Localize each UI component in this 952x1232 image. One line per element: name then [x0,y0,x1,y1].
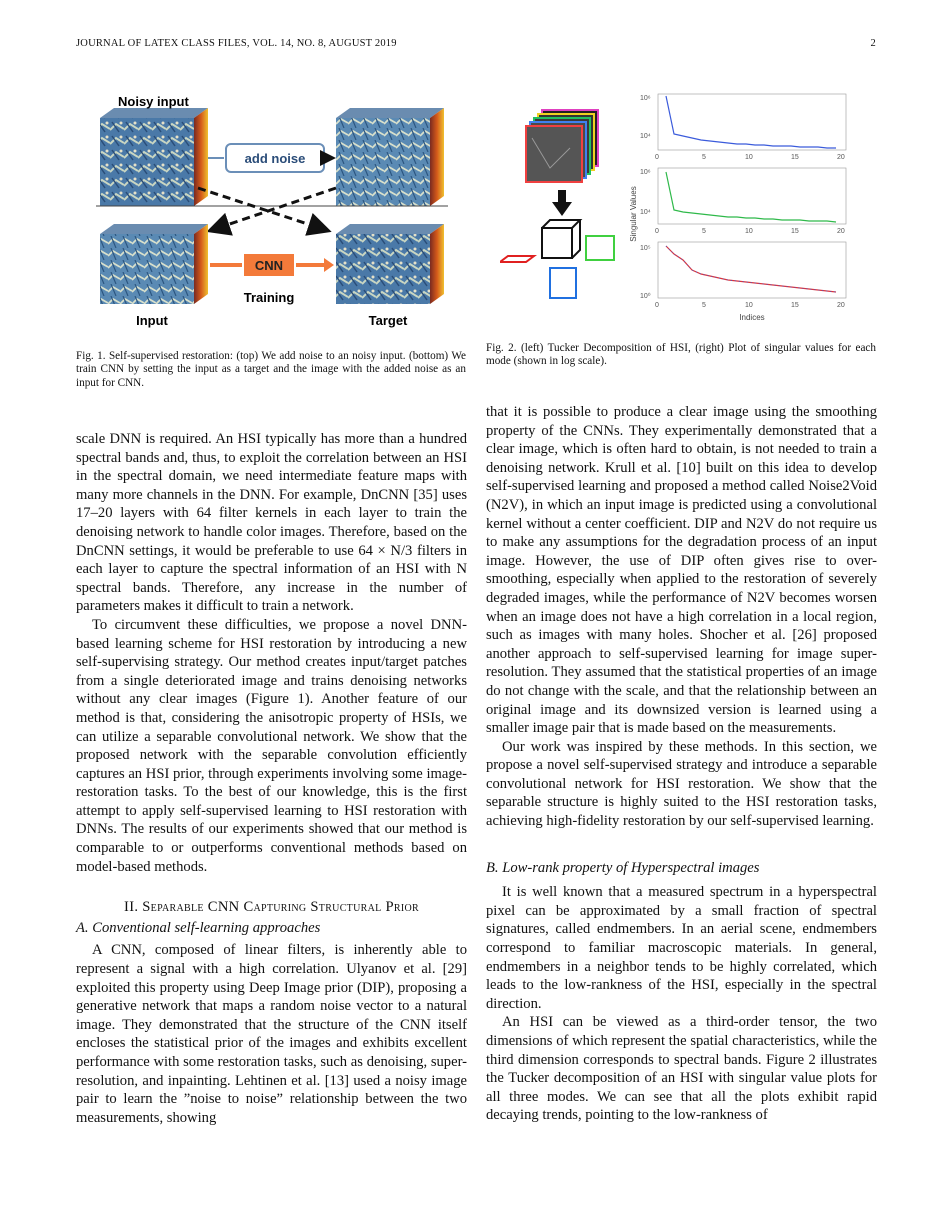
plot1-xtick-0: 0 [655,154,659,161]
plot1-xtick-5: 5 [702,154,706,161]
singular-value-plot-mode-3 [640,242,846,309]
factor-matrix-2 [586,236,614,260]
paragraph: scale DNN is required. An HSI typically has more than a hundred spectral bands and, thus, to exploit the correlation between an HSI in the spectral domain, we need intermediate feature maps with many more channels in the DNN. For example, DnCNN [35] uses 17–20 layers with 64 filter kernels in each layer to train the denoising network to handle color images. Therefore, based on the DnCNN settings, it would be preferable to use 64 × N/3 filters in each layer to capture the spectral information of an HSI with N spectral bands. Therefore, any increase in the number of parameters makes it difficult to train a network. [76,431,467,615]
singular-value-plot-mode-2 [640,168,846,235]
plot3-xtick-15: 15 [791,302,799,309]
x-axis-label: Indices [739,313,765,322]
plot2-xtick-20: 20 [837,228,845,235]
plot3-xtick-10: 10 [745,302,753,309]
figure-1-caption: Fig. 1. Self-supervised restoration: (top) We add noise to an noisy input. (bottom) We train CNN by setting the input as a target and the image with the added noise as an input for CNN. [76,350,466,389]
plot3-xtick-5: 5 [702,302,706,309]
right-column [486,403,877,1125]
factor-matrix-1 [500,256,534,262]
input-label: Input [136,313,168,328]
core-tensor-icon [542,220,580,258]
plot1-xtick-20: 20 [837,154,845,161]
plot2-xtick-10: 10 [745,228,753,235]
cnn-label: CNN [254,258,284,273]
plot3-ytick-bottom: 10⁰ [640,293,651,300]
singular-value-plot-mode-1 [640,94,846,161]
subsection-title: A. Conventional self-learning approaches [76,919,321,936]
paragraph: A CNN, composed of linear filters, is inherently able to represent a signal with a high correlation. Ulyanov et al. [29] exploited this property using Deep Image prior (DIP), proposing a generative network that maps a random noise vector to a natural image. They demonstrated that the structure of the CNN itself encloses the statistical prior of the images and exhibits excellent performance with some restoration tasks, such as denoising, super-resolution, and inpainting. Lehtinen et al. [13] used a noisy image pair to learn the ”noise to noise” relationship between the two measurements, showing [76,942,467,1126]
y-axis-label: Singular Values [629,186,638,242]
page-number: 2 [870,38,876,49]
noisy-input-label: Noisy input [118,94,189,109]
add-noise-label: add noise [244,151,306,166]
target-cube [336,224,444,304]
plot2-ytick-bottom: 10⁴ [640,209,651,216]
paragraph: Our work was inspired by these methods. In this section, we propose a novel self-supervised strategy and introduce a separable convolutional network for HSI restoration. We show that the separable structure is highly suited to the HSI restoration tasks, achieving high-fidelity restoration by our self-supervised learning. [486,738,877,830]
subsection-title: B. Low-rank property of Hyperspectral images [486,859,760,876]
section-title: II. Separable CNN Capturing Structural Prior [124,899,419,916]
input-cube [100,224,208,304]
paragraph: An HSI can be viewed as a third-order tensor, the two dimensions of which represent the spatial characteristics, while the third dimension corresponds to spectral bands. Figure 2 illustrates the Tucker decomposition of an HSI with singular value plots for all three modes. We can see that all the plots exhibit rapid decaying trends, pointing to the low-rankness of [486,1014,877,1124]
plot2-xtick-0: 0 [655,228,659,235]
cross-arrow-2 [212,188,336,230]
tensor-slices [526,110,598,182]
target-label: Target [368,313,408,328]
factor-matrix-3 [550,268,576,298]
noisy-target-cube [336,108,444,206]
plot2-xtick-15: 15 [791,228,799,235]
left-column [76,430,467,1127]
paragraph: To circumvent these difficulties, we propose a novel DNN-based learning scheme for HSI restoration by introducing a new self-supervising strategy. Our method creates input/target patches from a single deteriorated image and trains denoising networks without any clear images (Figure 1). Another feature of our method is that, considering the anisotropic property of HSIs, we can utilize a separable convolutional network. We show that the proposed network with the separable convolution efficiently captures an HSI prior, through experiments involving some image-restoration tasks. To the best of our knowledge, this is the first attempt to apply self-supervised learning to HSI restoration with DNNs. The results of our experiments showed that our method is comparable to or outperforms conventional methods based on model-based methods. [76,616,467,875]
noisy-input-cube [100,108,208,206]
figure-2-caption: Fig. 2. (left) Tucker Decomposition of HSI, (right) Plot of singular values for each mode (shown in log scale). [486,342,876,368]
plot3-xtick-0: 0 [655,302,659,309]
paragraph: that it is possible to produce a clear image using the smoothing property of the CNNs. They experimentally demonstrated that a clear image, which is often hard to obtain, is not needed to train a denoising network. Krull et al. [10] built on this idea to develop self-supervised learning and proposed a method called Noise2Void (N2V), in which an input image is predicted using a convolutional kernel without a center coefficient. DIP and N2V do not require us to make any assumptions for the degradation process of an input image. However, the use of DIP often gives rise to over-smoothing, especially when applied to the restoration of severely degraded images, while the performance of N2V becomes worsen when an image does not have a high correlation in a local region, such as images with many holes. Shocher et al. [26] proposed another approach to self-supervised learning for image super-resolution. They assumed that the statistical properties of an image do not change with the scale, and that the relationship between an original image and its downsized version is learned using a smaller image pair that is made based on the measurements. [486,404,877,737]
figure-1 [96,92,448,336]
plot3-xtick-20: 20 [837,302,845,309]
plot3-ytick-top: 10⁵ [640,245,651,252]
plot1-xtick-15: 15 [791,154,799,161]
plot2-xtick-5: 5 [702,228,706,235]
plot1-ytick-bottom: 10⁴ [640,133,651,140]
paragraph: It is well known that a measured spectrum in a hyperspectral pixel can be approximated by a small fraction of spectral signatures, called endmembers. In an aerial scene, endmembers correspond to familiar macroscopic materials. In general, endmembers in a neighbor tends to be highly correlated, which leads to the low-rankness of the HSI, especially in the spectral direction. [486,884,877,1012]
running-header: JOURNAL OF LATEX CLASS FILES, VOL. 14, NO. 8, AUGUST 2019 [76,38,397,49]
plot1-ytick-top: 10⁶ [640,95,651,102]
training-label: Training [243,290,295,305]
cross-arrow-1 [198,188,326,230]
plot1-xtick-10: 10 [745,154,753,161]
plot2-ytick-top: 10⁶ [640,169,651,176]
figure-2 [500,88,870,328]
